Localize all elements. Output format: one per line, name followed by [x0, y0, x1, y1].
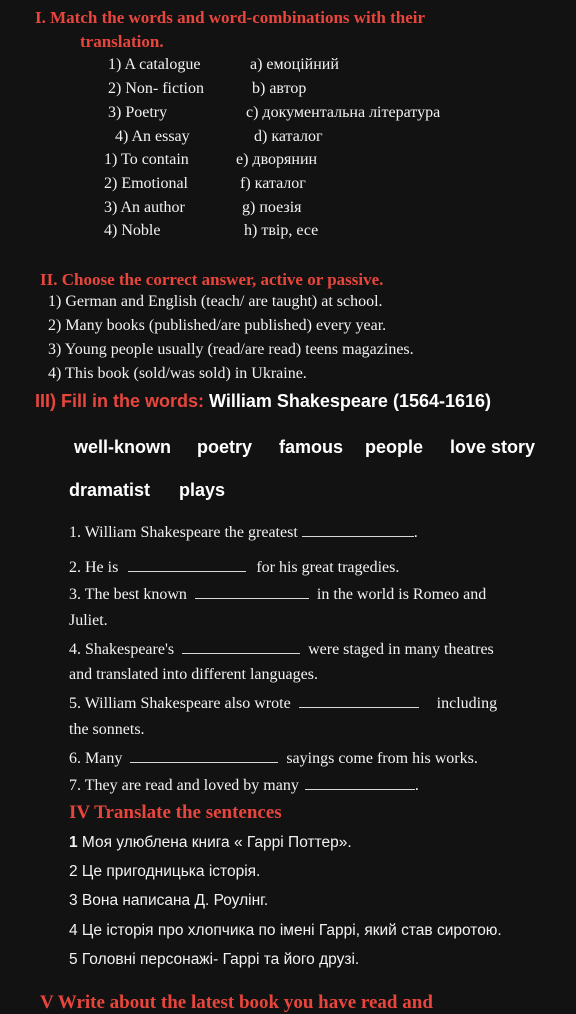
fill-sentence-3 [69, 584, 486, 604]
sentence-text: 3. The best known [69, 586, 187, 603]
fill-sentence-7 [69, 775, 419, 795]
right-item: c) документальна література [246, 104, 441, 121]
left-item: 1) To contain [104, 151, 189, 168]
item-text: Моя улюблена книга « Гаррі Поттер». [77, 834, 352, 851]
word-bank-item: famous [279, 437, 344, 457]
word-bank-item: love story [450, 437, 536, 457]
item-text: Це пригодницька історія. [77, 863, 261, 880]
right-item: f) каталог [240, 175, 306, 192]
sentence-text: 2. He is [69, 559, 119, 576]
right-item: d) каталог [254, 128, 323, 145]
left-item: 4) Noble [104, 222, 161, 239]
left-item: 3) An author [104, 199, 185, 216]
right-item: b) автор [252, 80, 307, 97]
right-item: h) твір, есе [244, 222, 319, 239]
section3-title-red: III) Fill in the words: [35, 391, 204, 411]
left-item: 2) Emotional [104, 175, 188, 192]
item-text: Головні персонажі- Гаррі та його друзі. [77, 951, 360, 968]
word-bank-item: plays [179, 480, 226, 500]
fill-sentence-4-cont: and translated into different languages. [69, 666, 318, 683]
right-item: e) дворянин [236, 151, 318, 168]
item-number: 2 [69, 863, 78, 880]
sentence-text: 1. William Shakespeare the greatest [69, 524, 298, 541]
fill-sentence-1 [69, 522, 418, 542]
right-item: g) поезія [242, 199, 302, 216]
answer-blank[interactable] [305, 775, 415, 790]
answer-blank[interactable] [195, 584, 309, 599]
translate-item [69, 863, 260, 881]
left-item: 2) Non- fiction [108, 80, 204, 97]
sentence-text: in the world is Romeo and [316, 586, 487, 603]
section2-item: 3) Young people usually (read/are read) teens magazines. [48, 341, 414, 358]
sentence-text: 5. William Shakespeare also wrote [69, 695, 291, 712]
section3-title [35, 391, 491, 412]
section2-item: 1) German and English (teach/ are taught) at school. [48, 293, 383, 310]
fill-sentence-3-cont: Juliet. [69, 612, 108, 629]
sentence-text: for his great tragedies. [256, 559, 400, 576]
answer-blank[interactable] [299, 693, 419, 708]
translate-item [69, 951, 359, 969]
item-text: Вона написана Д. Роулінг. [77, 892, 269, 909]
translate-item [69, 834, 352, 852]
sentence-text: 4. Shakespeare's [69, 641, 175, 658]
answer-blank[interactable] [302, 522, 414, 537]
section1-title-line2: translation. [80, 32, 164, 51]
sentence-text: 6. Many [69, 750, 123, 767]
sentence-text: were staged in many theatres [308, 641, 494, 658]
sentence-text: including [436, 695, 498, 712]
fill-sentence-5 [69, 693, 497, 713]
answer-blank[interactable] [128, 557, 246, 572]
section4-title: IV Translate the sentences [69, 802, 282, 823]
item-text: Це історія про хлопчика по імені Гаррі, який став сиротою. [77, 922, 502, 939]
item-number: 1 [69, 834, 78, 851]
word-bank-item: dramatist [69, 480, 151, 500]
left-item: 3) Poetry [108, 104, 168, 121]
item-number: 3 [69, 892, 78, 909]
fill-sentence-4 [69, 639, 494, 659]
left-item: 4) An essay [115, 128, 190, 145]
section1-title-line1: I. Match the words and word-combinations with their [35, 8, 426, 27]
answer-blank[interactable] [130, 748, 278, 763]
item-number: 4 [69, 922, 78, 939]
translate-item [69, 892, 268, 910]
section5-title: V Write about the latest book you have read and [40, 992, 433, 1013]
right-item: a) емоційний [250, 56, 339, 73]
fill-sentence-5-cont: the sonnets. [69, 721, 145, 738]
item-number: 5 [69, 951, 78, 968]
sentence-text: . [413, 524, 418, 541]
section2-item: 2) Many books (published/are published) every year. [48, 317, 387, 334]
fill-sentence-6 [69, 748, 478, 768]
answer-blank[interactable] [182, 639, 300, 654]
word-bank-item: poetry [197, 437, 253, 457]
word-bank-item: people [365, 437, 424, 457]
section3-title-white: William Shakespeare (1564-1616) [209, 391, 492, 411]
left-item: 1) A catalogue [108, 56, 201, 73]
sentence-text: . [414, 777, 419, 794]
section2-title: II. Choose the correct answer, active or passive. [40, 270, 384, 289]
sentence-text: sayings come from his works. [286, 750, 478, 767]
word-bank-item: well-known [74, 437, 172, 457]
section2-item: 4) This book (sold/was sold) in Ukraine. [48, 365, 307, 382]
sentence-text: 7. They are read and loved by many [69, 777, 299, 794]
fill-sentence-2 [69, 557, 399, 577]
translate-item [69, 922, 502, 940]
